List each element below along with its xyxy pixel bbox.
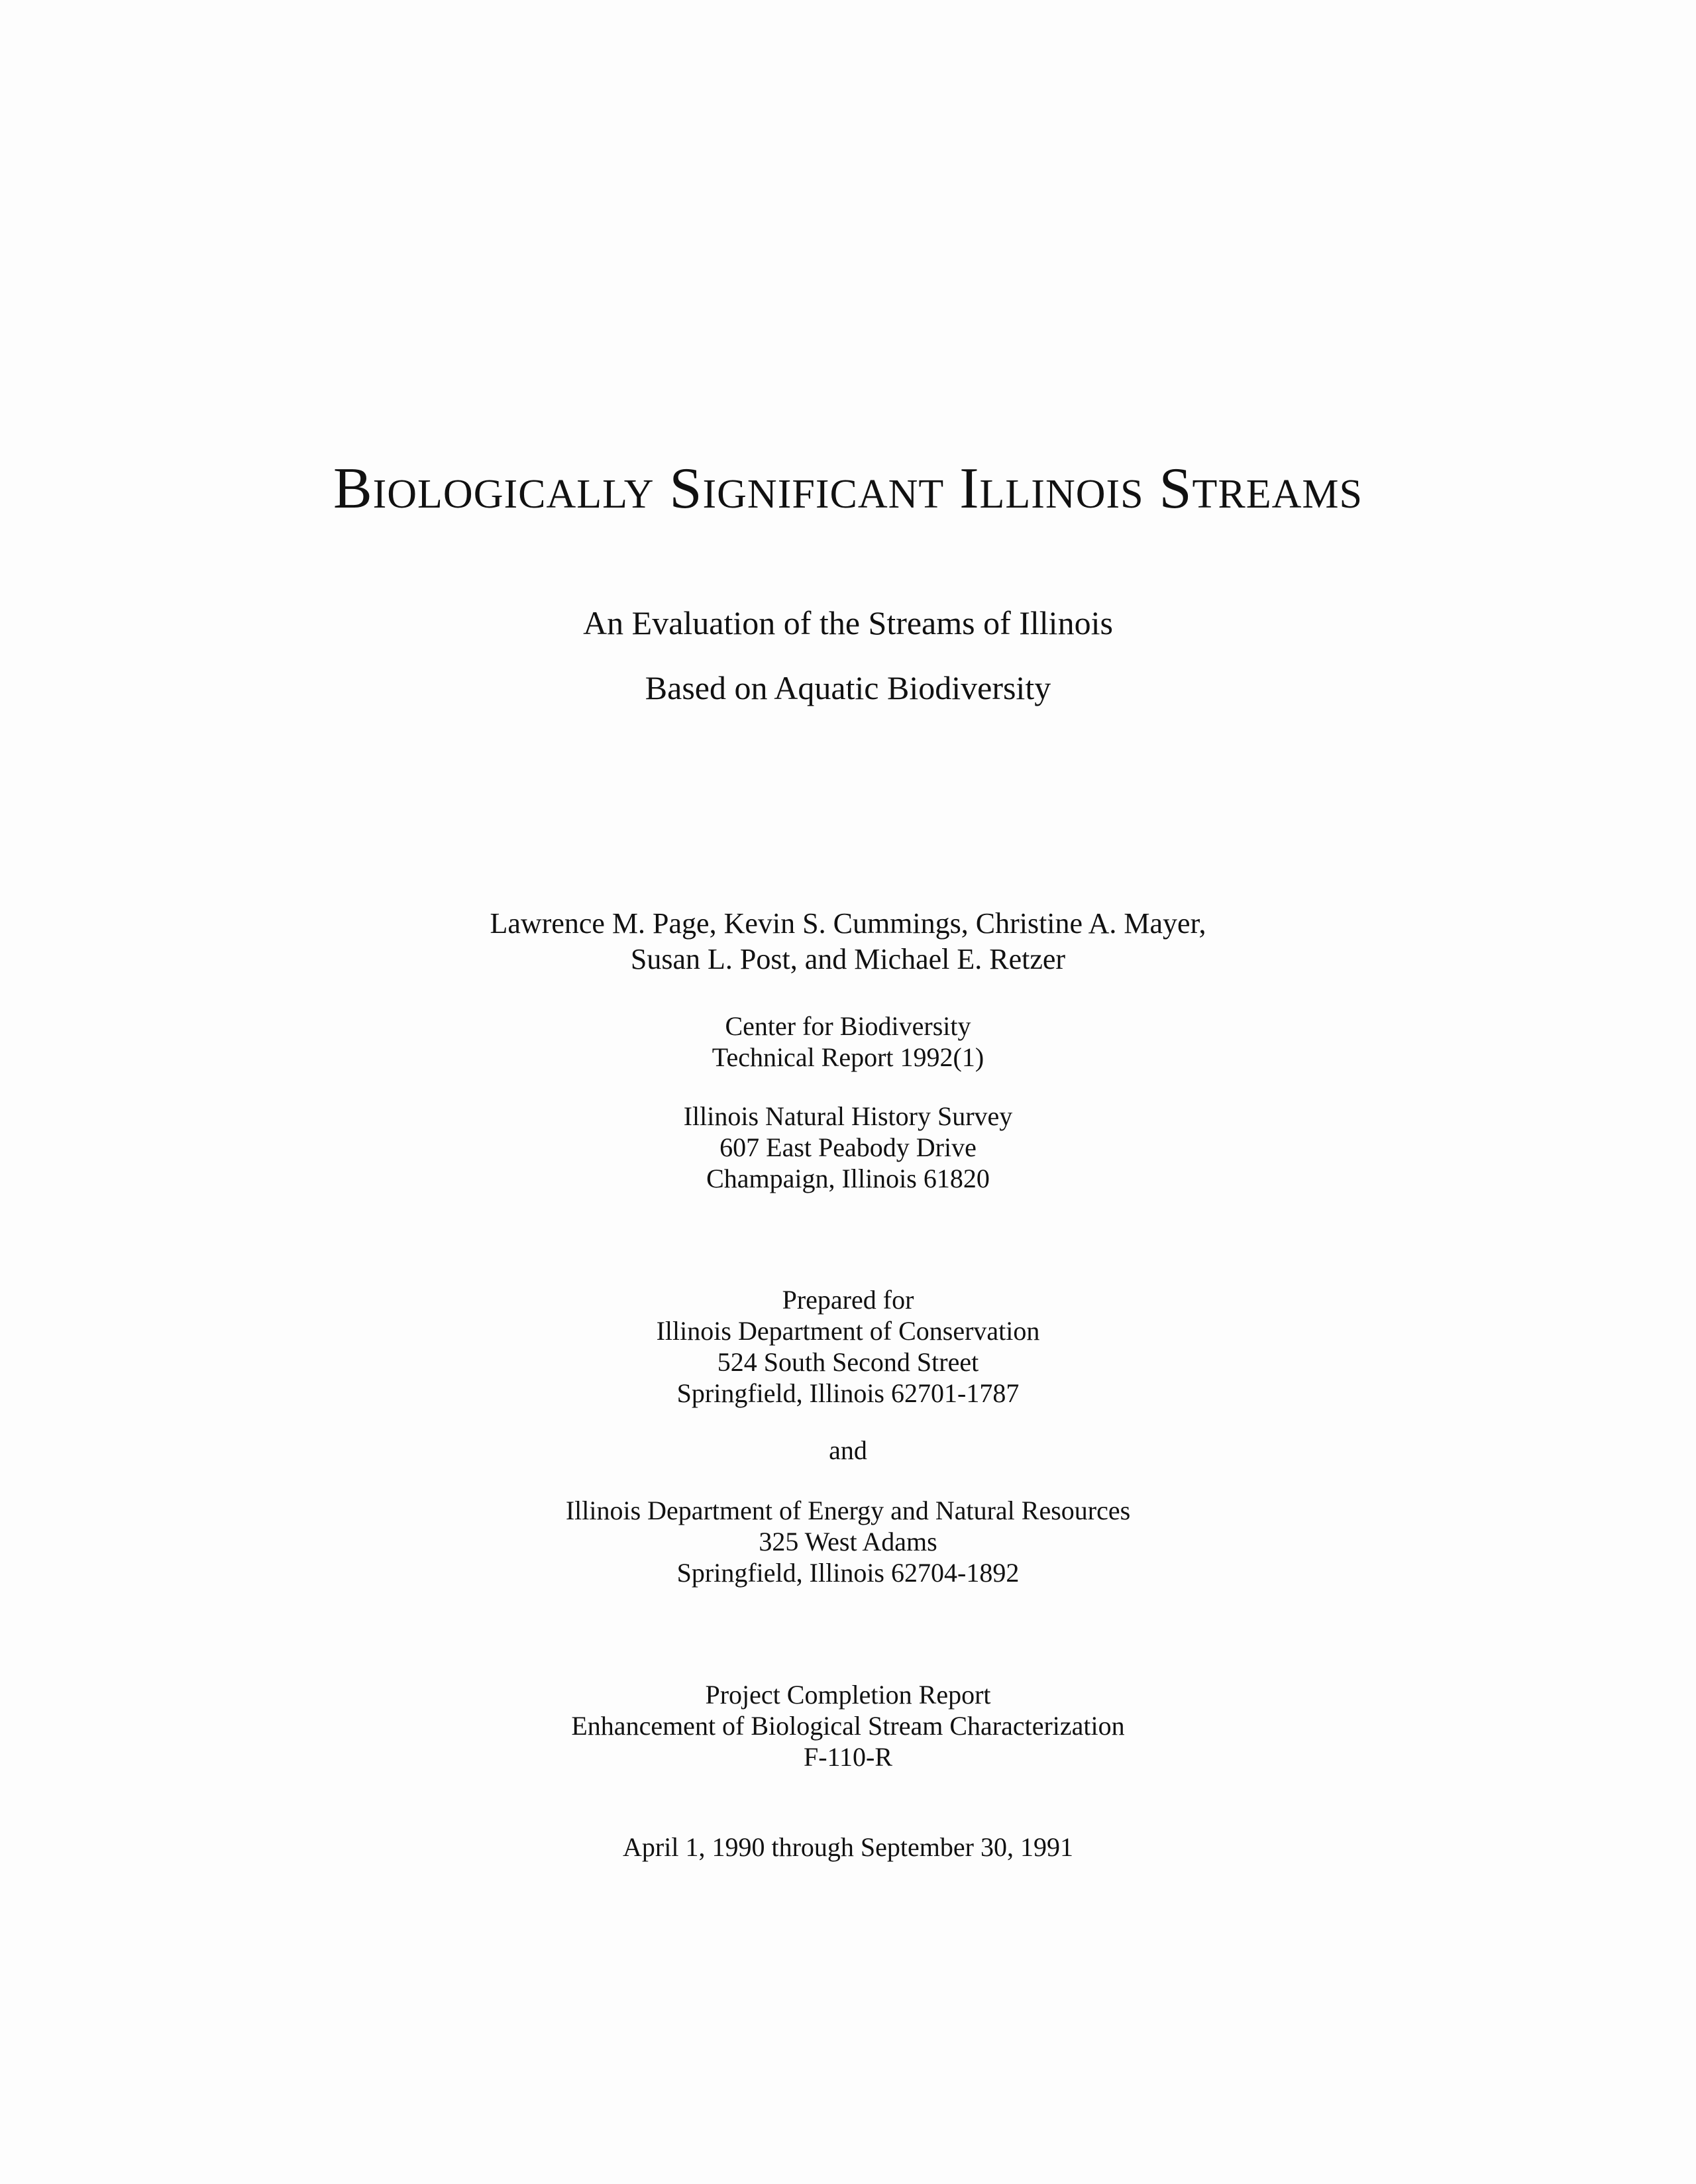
prepared-line-4: Springfield, Illinois 62701-1787: [676, 1378, 1020, 1408]
agency-line-1: Illinois Department of Energy and Natural Resources: [565, 1496, 1131, 1525]
survey-line-3: Champaign, Illinois 61820: [706, 1164, 990, 1193]
prepared-line-3: 524 South Second Street: [717, 1347, 979, 1377]
document-title: Biologically Significant Illinois Streams: [333, 457, 1363, 521]
project-report: [0, 1679, 1696, 1773]
report-line-1: Center for Biodiversity: [725, 1011, 971, 1041]
conjunction-text: and: [829, 1435, 867, 1465]
project-line-1: Project Completion Report: [705, 1680, 991, 1710]
survey-line-2: 607 East Peabody Drive: [719, 1132, 977, 1162]
prepared-line-2: Illinois Department of Conservation: [656, 1316, 1040, 1346]
agency-line-2: 325 West Adams: [759, 1527, 937, 1556]
subtitle: [0, 603, 1696, 708]
date-range: [0, 1831, 1696, 1863]
survey-address: [0, 1101, 1696, 1194]
subtitle-line-1: An Evaluation of the Streams of Illinois: [583, 604, 1113, 641]
project-line-2: Enhancement of Biological Stream Characterization: [571, 1711, 1125, 1741]
authors-line-2: Susan L. Post, and Michael E. Retzer: [630, 943, 1066, 975]
authors: [0, 906, 1696, 977]
authors-line-1: Lawrence M. Page, Kevin S. Cummings, Christine A. Mayer,: [490, 907, 1206, 940]
report-line-2: Technical Report 1992(1): [712, 1042, 984, 1072]
project-line-3: F-110-R: [803, 1742, 893, 1772]
subtitle-line-2: Based on Aquatic Biodiversity: [645, 669, 1051, 706]
date-range-text: April 1, 1990 through September 30, 1991: [623, 1832, 1073, 1862]
prepared-line-1: Prepared for: [782, 1285, 914, 1315]
conjunction: [0, 1435, 1696, 1466]
second-agency: [0, 1495, 1696, 1588]
prepared-for: [0, 1284, 1696, 1409]
report-number: [0, 1010, 1696, 1073]
agency-line-3: Springfield, Illinois 62704-1892: [676, 1558, 1020, 1588]
survey-line-1: Illinois Natural History Survey: [683, 1101, 1013, 1131]
